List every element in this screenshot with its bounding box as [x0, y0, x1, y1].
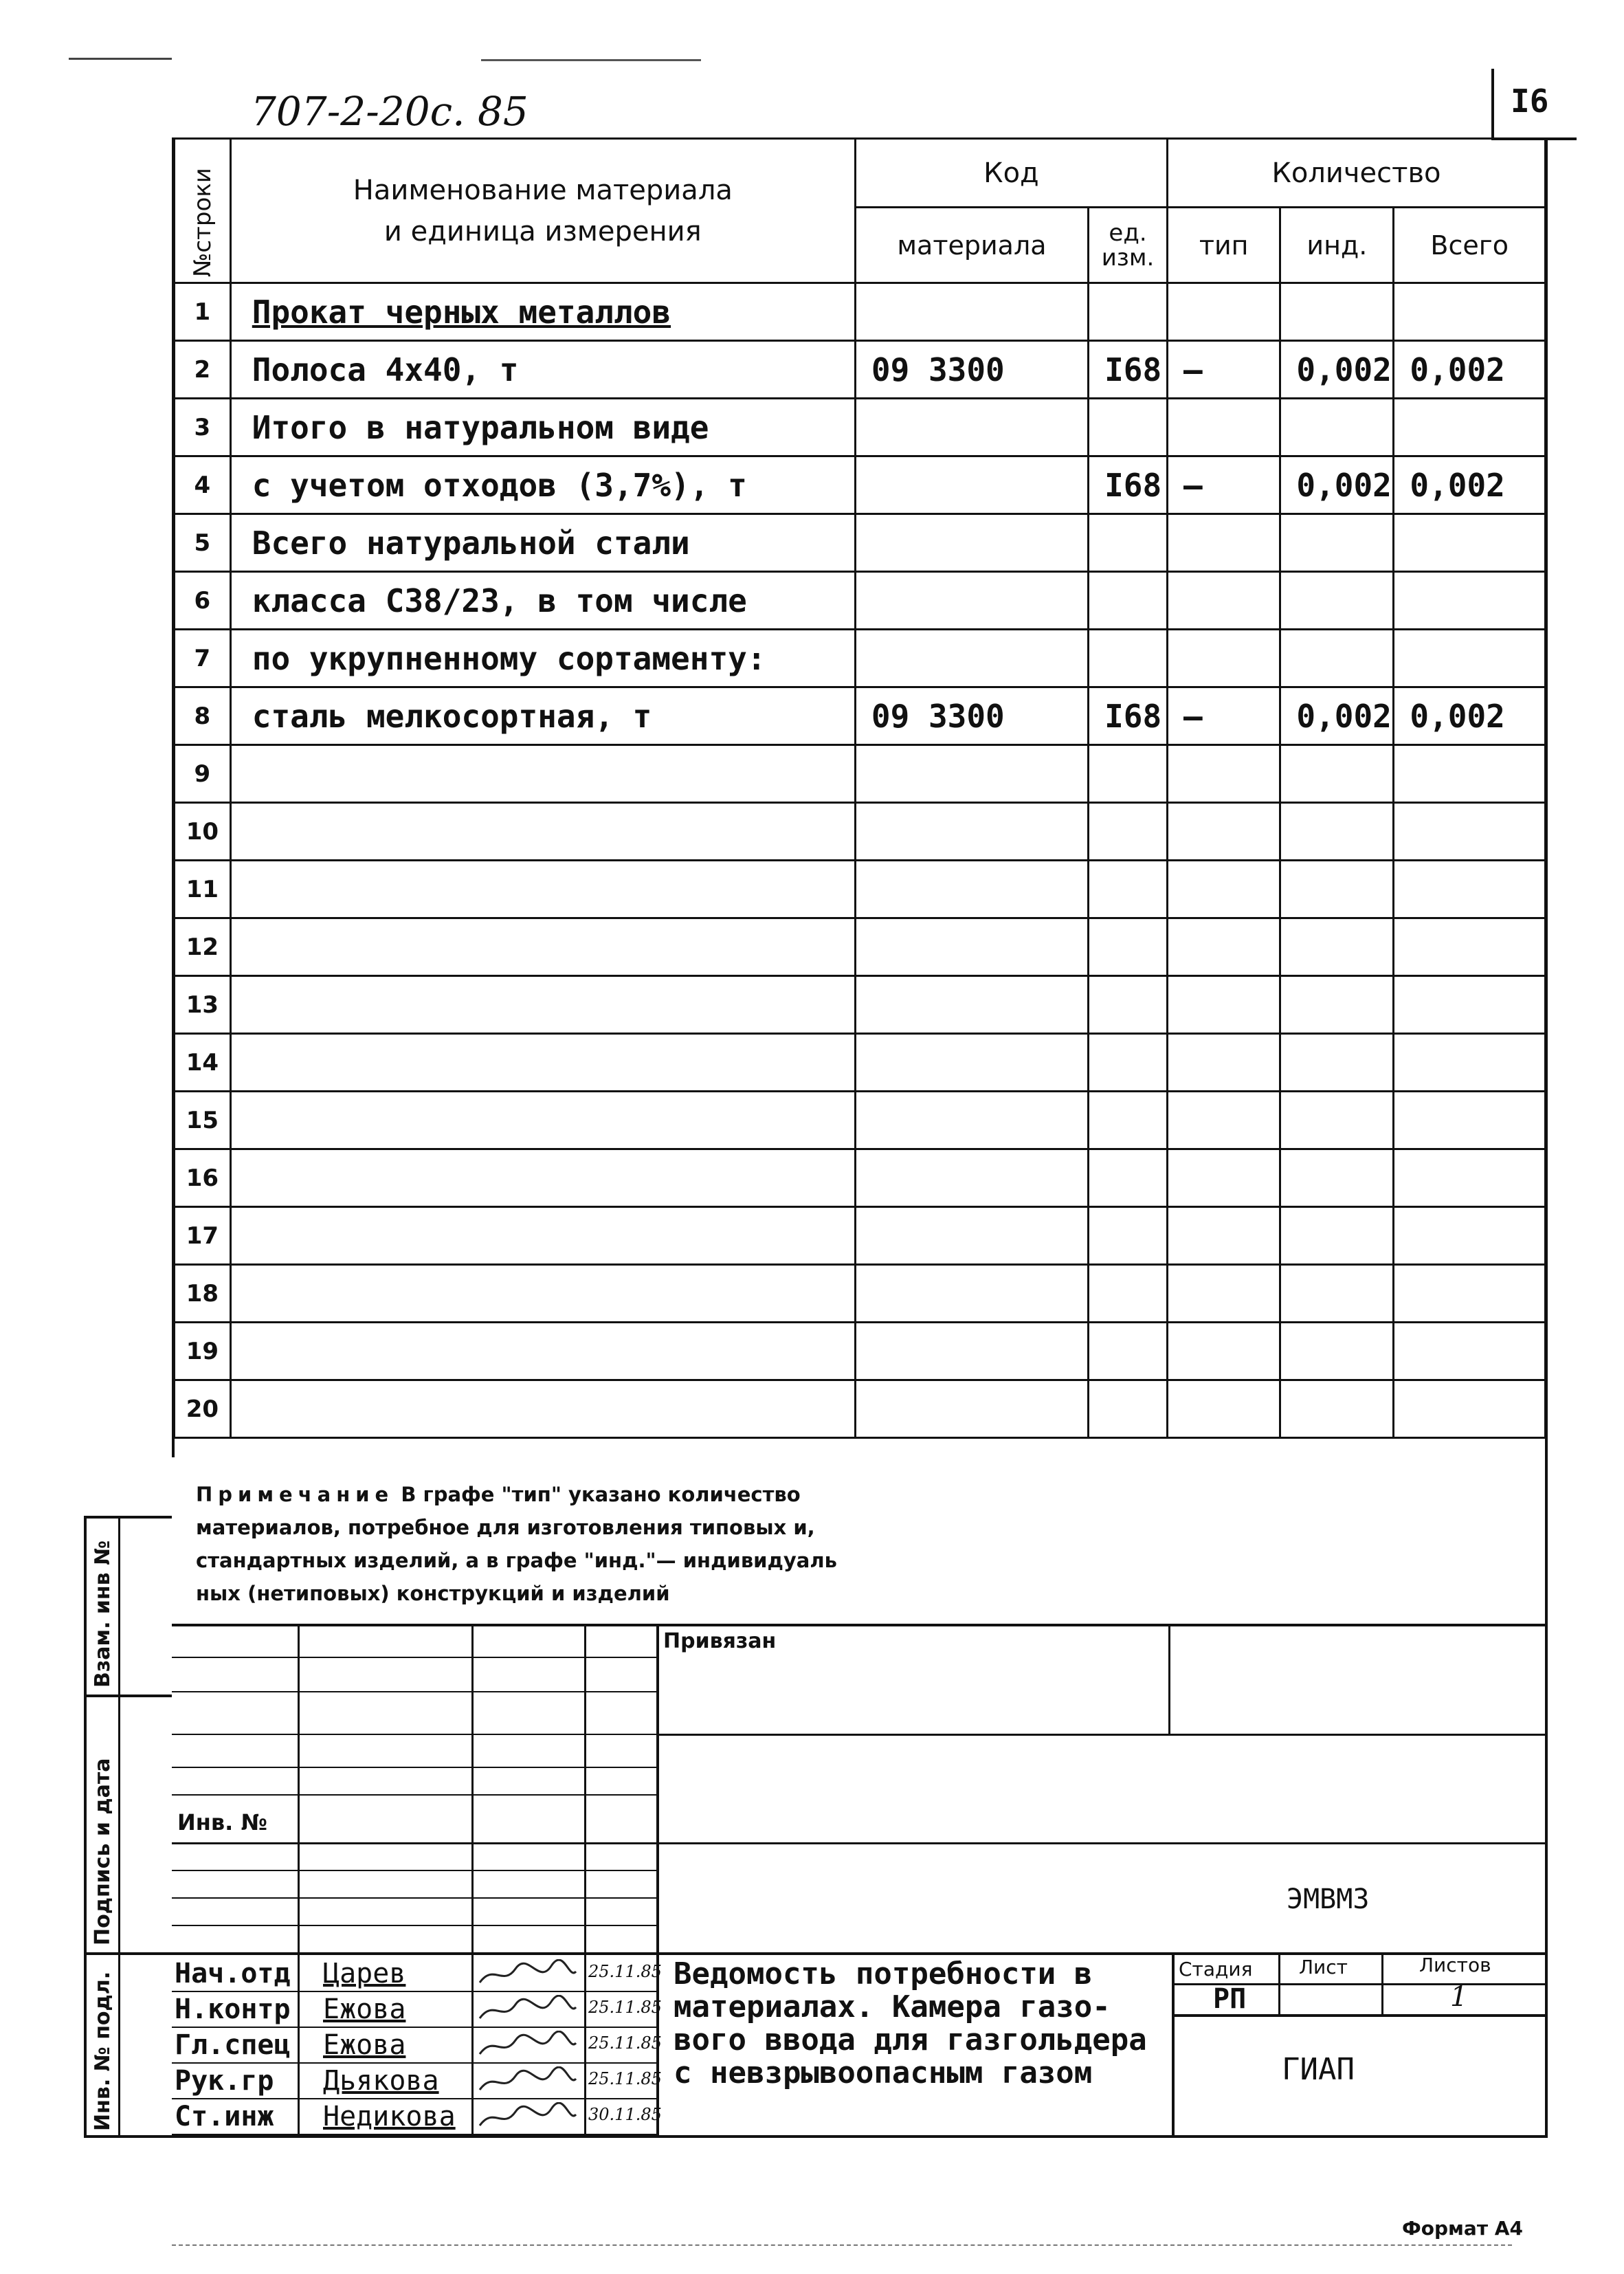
row-total: 0,002	[1394, 456, 1546, 514]
stamp-hline-a	[656, 1734, 1545, 1736]
row-code	[855, 1323, 1088, 1380]
row-name	[230, 745, 855, 803]
row-total	[1394, 1265, 1546, 1323]
organization: ГИАП	[1282, 2052, 1355, 2087]
format-label: Формат А4	[1402, 2217, 1523, 2240]
sheet-number: I6	[1511, 82, 1549, 120]
row-type: –	[1168, 687, 1280, 745]
row-ind	[1280, 1034, 1394, 1092]
stamp-grid-line	[172, 1925, 656, 1926]
materials-table	[173, 137, 1546, 1439]
bottom-rule	[172, 2244, 1512, 2246]
side-label-sign-date: Подпись и дата	[91, 1758, 115, 1945]
table-body	[175, 283, 1546, 1438]
signature-date: 30.11.85	[588, 2105, 662, 2124]
row-ind	[1280, 283, 1394, 341]
row-type	[1168, 1323, 1280, 1380]
row-code	[855, 1092, 1088, 1149]
table-row	[175, 1034, 1546, 1092]
row-number: 10	[175, 803, 231, 861]
table-row	[175, 283, 1546, 341]
row-ind	[1280, 399, 1394, 456]
row-number: 1	[175, 283, 231, 341]
row-ind	[1280, 1149, 1394, 1207]
row-total	[1394, 572, 1546, 630]
row-type	[1168, 1092, 1280, 1149]
header-name: Наименование материала и единица измерения	[230, 139, 855, 283]
row-unit	[1089, 976, 1168, 1034]
document-code: 707-2-20с. 85	[251, 88, 529, 135]
stamp-grid-line	[172, 1870, 656, 1871]
row-ind	[1280, 1380, 1394, 1438]
row-type	[1168, 1265, 1280, 1323]
row-unit	[1089, 918, 1168, 976]
row-name	[230, 861, 855, 918]
row-total: 0,002	[1394, 687, 1546, 745]
row-name: Всего натуральной стали	[230, 514, 855, 572]
row-code	[855, 918, 1088, 976]
table-row	[175, 976, 1546, 1034]
row-ind	[1280, 1265, 1394, 1323]
row-name: Полоса 4х40, т	[230, 341, 855, 399]
stamp-vline-4	[656, 1624, 659, 2138]
row-code: 09 3300	[855, 341, 1088, 399]
row-name	[230, 803, 855, 861]
note-label: Примечание	[196, 1483, 394, 1506]
row-type	[1168, 745, 1280, 803]
row-unit	[1089, 745, 1168, 803]
row-number: 15	[175, 1092, 231, 1149]
row-name	[230, 976, 855, 1034]
stamp-grid-line	[172, 1657, 656, 1658]
row-unit	[1089, 1034, 1168, 1092]
signature-row-line	[172, 2134, 656, 2135]
row-unit	[1089, 1380, 1168, 1438]
row-number: 14	[175, 1034, 231, 1092]
row-type	[1168, 918, 1280, 976]
row-code	[855, 1380, 1088, 1438]
stamp-hline-b	[656, 1842, 1545, 1844]
row-unit	[1089, 283, 1168, 341]
row-number: 11	[175, 861, 231, 918]
signature-scribble	[476, 2066, 579, 2099]
row-unit	[1089, 1323, 1168, 1380]
row-code: 09 3300	[855, 687, 1088, 745]
row-total	[1394, 976, 1546, 1034]
document-title: Ведомость потребности в материалах. Камера газо- вого ввода для газгольдера с невзрывоопасным газом	[674, 1956, 1147, 2090]
row-total	[1394, 1323, 1546, 1380]
inv-no-divider	[172, 1842, 656, 1844]
row-code	[855, 630, 1088, 687]
row-total	[1394, 745, 1546, 803]
row-unit: I68	[1089, 687, 1168, 745]
table-row	[175, 514, 1546, 572]
stamp-grid-line	[172, 1691, 656, 1692]
row-total	[1394, 861, 1546, 918]
sheets-value: 1	[1450, 1981, 1468, 2013]
stamp-grid-line	[172, 1794, 656, 1796]
signature-date: 25.11.85	[588, 1962, 662, 1981]
row-name	[230, 1265, 855, 1323]
row-name	[230, 918, 855, 976]
signature-date: 25.11.85	[588, 2033, 662, 2053]
row-ind: 0,002	[1280, 687, 1394, 745]
stage-label: Стадия	[1179, 1958, 1253, 1980]
row-number: 3	[175, 399, 231, 456]
row-code	[855, 745, 1088, 803]
stamp-vline-right	[1172, 1952, 1175, 2138]
side-divider-2	[84, 1952, 172, 1955]
row-unit	[1089, 1092, 1168, 1149]
table-row	[175, 1380, 1546, 1438]
signature-role: Гл.спец	[175, 2029, 291, 2061]
stamp-vline-3	[584, 1624, 586, 2138]
row-total	[1394, 1092, 1546, 1149]
signature-date: 25.11.85	[588, 2069, 662, 2088]
header-type: тип	[1168, 208, 1280, 283]
row-number: 17	[175, 1207, 231, 1265]
row-ind	[1280, 918, 1394, 976]
table-row	[175, 1149, 1546, 1207]
signature-name: Ежова	[323, 1994, 406, 2025]
signature-row-line	[172, 1991, 656, 1992]
signature-role: Ст.инж	[175, 2101, 274, 2132]
row-type	[1168, 399, 1280, 456]
row-ind	[1280, 572, 1394, 630]
table-row	[175, 456, 1546, 514]
header-material: материала	[855, 208, 1088, 283]
row-name: Прокат черных металлов	[230, 283, 855, 341]
stamp-hline-c	[172, 1952, 1545, 1955]
header-unit: ед. изм.	[1089, 208, 1168, 283]
header-quantity: Количество	[1168, 139, 1546, 208]
sheet-label: Лист	[1299, 1956, 1348, 1978]
row-number: 20	[175, 1380, 231, 1438]
row-code	[855, 1149, 1088, 1207]
row-name	[230, 1380, 855, 1438]
row-type	[1168, 1207, 1280, 1265]
row-name: Итого в натуральном виде	[230, 399, 855, 456]
row-name: с учетом отходов (3,7%), т	[230, 456, 855, 514]
row-type	[1168, 861, 1280, 918]
row-name	[230, 1034, 855, 1092]
side-label-replace-inv: Взам. инв №	[91, 1540, 115, 1688]
row-type	[1168, 976, 1280, 1034]
signature-row-line	[172, 2062, 656, 2064]
signature-scribble	[476, 2031, 579, 2064]
row-number: 12	[175, 918, 231, 976]
row-ind: 0,002	[1280, 456, 1394, 514]
side-divider-1	[84, 1695, 172, 1697]
stamp-grid-line	[172, 1767, 656, 1768]
row-name: класса С38/23, в том числе	[230, 572, 855, 630]
row-name	[230, 1092, 855, 1149]
row-total	[1394, 1380, 1546, 1438]
row-name	[230, 1323, 855, 1380]
frame-right	[1545, 137, 1548, 2138]
note-block	[196, 1478, 837, 1610]
row-code	[855, 861, 1088, 918]
row-total	[1394, 514, 1546, 572]
signature-scribble	[476, 2102, 579, 2135]
row-code	[855, 283, 1088, 341]
row-type	[1168, 1034, 1280, 1092]
row-unit	[1089, 803, 1168, 861]
signature-role: Н.контр	[175, 1994, 291, 2025]
header-code: Код	[855, 139, 1167, 208]
row-unit	[1089, 399, 1168, 456]
row-total	[1394, 803, 1546, 861]
row-unit: I68	[1089, 341, 1168, 399]
linked-divider	[1168, 1624, 1170, 1734]
signature-row-line	[172, 2098, 656, 2099]
row-ind	[1280, 514, 1394, 572]
row-unit: I68	[1089, 456, 1168, 514]
row-number: 13	[175, 976, 231, 1034]
row-number: 5	[175, 514, 231, 572]
header-total: Всего	[1394, 208, 1546, 283]
header-row-number: №строки	[175, 139, 231, 283]
row-code	[855, 803, 1088, 861]
row-code	[855, 1034, 1088, 1092]
row-code	[855, 399, 1088, 456]
inv-no-label: Инв. №	[177, 1809, 267, 1835]
signature-name: Царев	[323, 1958, 406, 1989]
top-rule-mid	[481, 59, 701, 61]
row-ind	[1280, 630, 1394, 687]
row-number: 8	[175, 687, 231, 745]
row-ind: 0,002	[1280, 341, 1394, 399]
row-unit	[1089, 514, 1168, 572]
table-row	[175, 1207, 1546, 1265]
row-number: 4	[175, 456, 231, 514]
row-number: 16	[175, 1149, 231, 1207]
frame-left	[172, 137, 175, 1457]
row-type	[1168, 803, 1280, 861]
side-label-inv-orig: Инв. № подл.	[91, 1971, 115, 2131]
row-type	[1168, 283, 1280, 341]
row-ind	[1280, 976, 1394, 1034]
row-name: по укрупненному сортаменту:	[230, 630, 855, 687]
row-name	[230, 1207, 855, 1265]
stamp-grid-line	[172, 1734, 656, 1735]
row-unit	[1089, 1265, 1168, 1323]
row-ind	[1280, 745, 1394, 803]
row-type	[1168, 514, 1280, 572]
table-row	[175, 630, 1546, 687]
note-line3: стандартных изделий, а в графе "инд."— индивидуаль	[196, 1549, 837, 1572]
table-row	[175, 687, 1546, 745]
stamp-grid-line	[172, 1897, 656, 1899]
top-rule-left	[69, 58, 172, 60]
signature-row-line	[172, 2027, 656, 2028]
row-number: 2	[175, 341, 231, 399]
table-row	[175, 745, 1546, 803]
table-row	[175, 1323, 1546, 1380]
table-row	[175, 1265, 1546, 1323]
note-line1: В графе "тип" указано количество	[401, 1483, 801, 1506]
sheets-label: Листов	[1419, 1954, 1491, 1976]
note-line2: материалов, потребное для изготовления типовых и,	[196, 1516, 815, 1539]
row-number: 6	[175, 572, 231, 630]
row-total	[1394, 399, 1546, 456]
row-name	[230, 1149, 855, 1207]
row-code	[855, 572, 1088, 630]
signature-scribble	[476, 1959, 579, 1992]
header-ind: инд.	[1280, 208, 1394, 283]
row-total	[1394, 1207, 1546, 1265]
row-number: 7	[175, 630, 231, 687]
row-total	[1394, 1149, 1546, 1207]
row-code	[855, 514, 1088, 572]
row-unit	[1089, 630, 1168, 687]
stage-value: РП	[1213, 1983, 1247, 2015]
table-row	[175, 572, 1546, 630]
row-code	[855, 1207, 1088, 1265]
row-ind	[1280, 1092, 1394, 1149]
linked-label: Привязан	[663, 1629, 777, 1653]
stamp-vline-2	[471, 1624, 474, 2138]
signature-date: 25.11.85	[588, 1998, 662, 2017]
row-ind	[1280, 1207, 1394, 1265]
table-row	[175, 803, 1546, 861]
row-total	[1394, 1034, 1546, 1092]
row-unit	[1089, 1149, 1168, 1207]
row-total	[1394, 918, 1546, 976]
row-total	[1394, 283, 1546, 341]
table-row	[175, 918, 1546, 976]
table-row	[175, 399, 1546, 456]
row-type	[1168, 1149, 1280, 1207]
row-type	[1168, 1380, 1280, 1438]
table-row	[175, 341, 1546, 399]
signature-role: Рук.гр	[175, 2065, 274, 2097]
row-type: –	[1168, 341, 1280, 399]
signature-role: Нач.отд	[175, 1958, 291, 1989]
row-type	[1168, 630, 1280, 687]
org-code: ЭМВМЗ	[1287, 1884, 1370, 1915]
row-type	[1168, 572, 1280, 630]
row-number: 18	[175, 1265, 231, 1323]
row-code	[855, 456, 1088, 514]
signature-name: Дьякова	[323, 2065, 439, 2097]
row-number: 9	[175, 745, 231, 803]
row-total	[1394, 630, 1546, 687]
row-unit	[1089, 861, 1168, 918]
row-ind	[1280, 803, 1394, 861]
signature-name: Недикова	[323, 2101, 456, 2132]
table-row	[175, 861, 1546, 918]
signature-scribble	[476, 1995, 579, 2028]
signature-name: Ежова	[323, 2029, 406, 2061]
row-ind	[1280, 1323, 1394, 1380]
row-ind	[1280, 861, 1394, 918]
row-total: 0,002	[1394, 341, 1546, 399]
stamp-vline-1	[298, 1624, 300, 2138]
table-row	[175, 1092, 1546, 1149]
row-code	[855, 1265, 1088, 1323]
row-number: 19	[175, 1323, 231, 1380]
row-unit	[1089, 1207, 1168, 1265]
note-line4: ных (нетиповых) конструкций и изделий	[196, 1582, 670, 1605]
side-divider-v	[118, 1516, 120, 2138]
row-unit	[1089, 572, 1168, 630]
row-name: сталь мелкосортная, т	[230, 687, 855, 745]
row-code	[855, 976, 1088, 1034]
row-type: –	[1168, 456, 1280, 514]
